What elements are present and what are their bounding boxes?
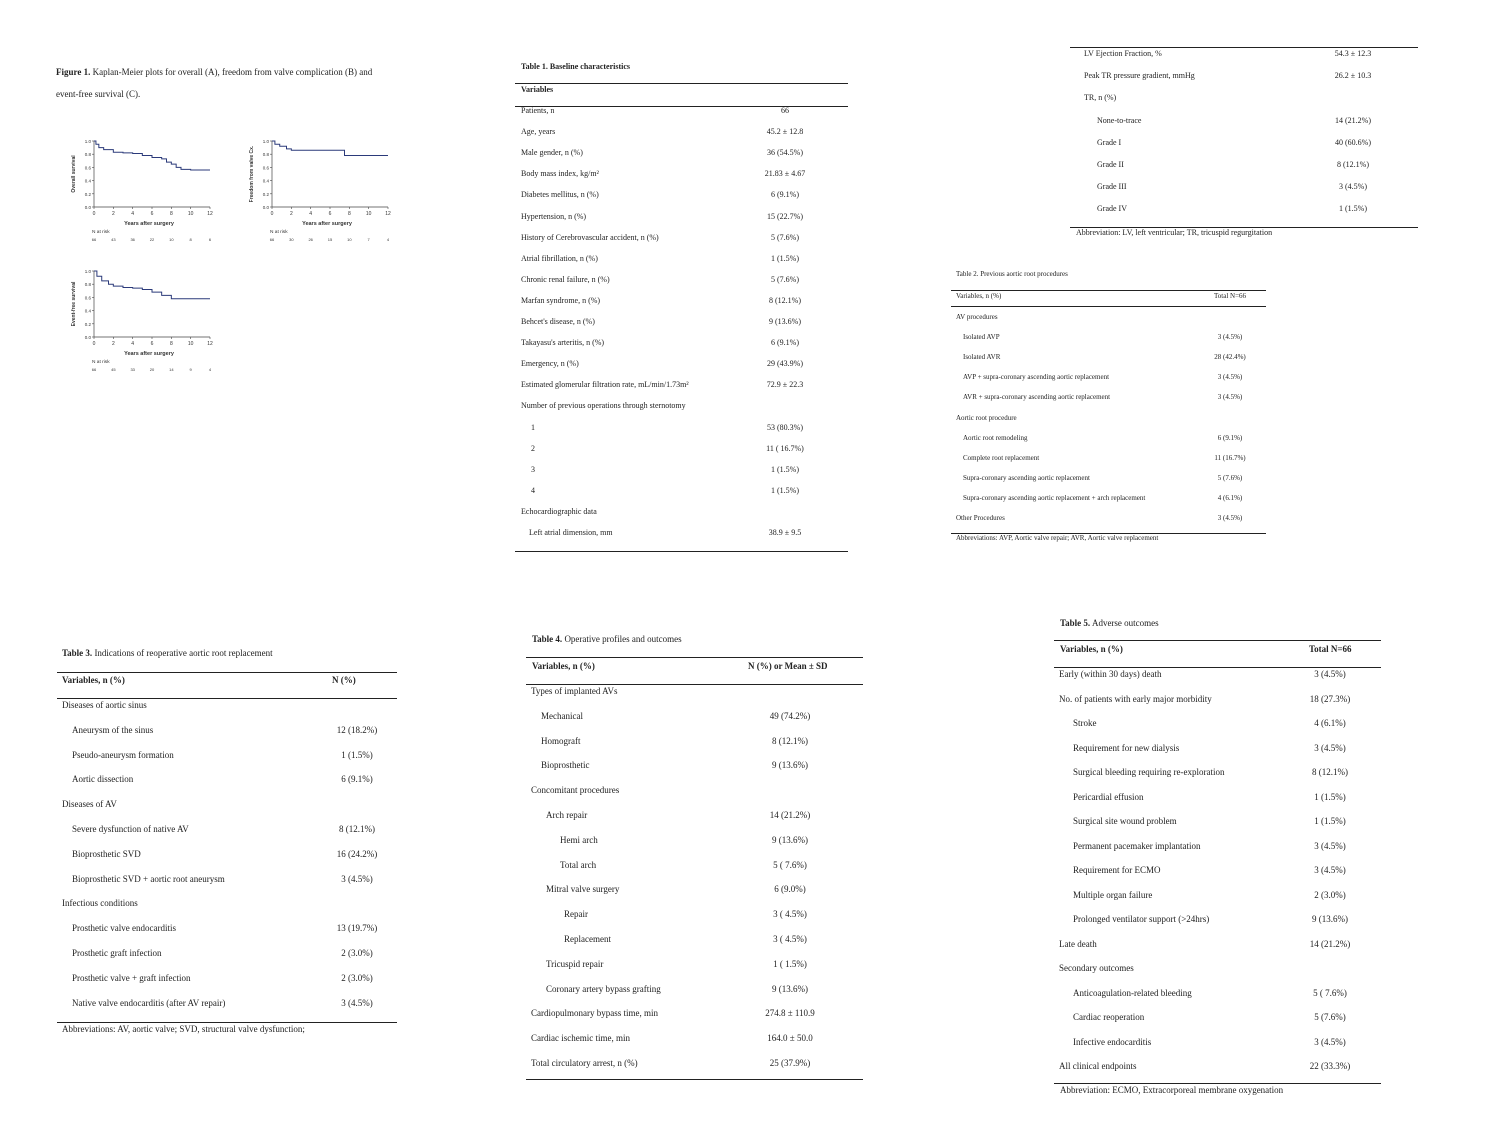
row-value: 5 (7.6%) <box>1314 1012 1346 1022</box>
figure1-caption-line2: event-free survival (C). <box>56 89 141 99</box>
row-value: 45.2 ± 12.8 <box>766 127 804 137</box>
km-plot-valve <box>240 134 400 249</box>
row-label: Atrial fibrillation, n (%) <box>521 253 598 263</box>
row-label: Coronary artery bypass grafting <box>546 983 661 994</box>
row-label: Mechanical <box>541 710 583 721</box>
x-tick-label: 6 <box>150 341 154 347</box>
table3-top-rule <box>57 672 397 673</box>
row-label: Types of implanted AVs <box>531 686 618 696</box>
x-tick-label: 2 <box>111 341 115 347</box>
survival-curve <box>94 271 210 299</box>
table4-bottom-rule <box>526 1079 863 1080</box>
row-label: Bioprosthetic SVD <box>72 848 141 859</box>
row-label: Marfan syndrome, n (%) <box>521 295 601 305</box>
x-tick-label: 10 <box>187 341 194 347</box>
row-label: Diseases of aortic sinus <box>62 700 147 710</box>
table5-footnote: Abbreviation: ECMO, Extracorporeal membrane oxygenation <box>1060 1085 1284 1095</box>
at-risk-value: 9 <box>189 367 192 372</box>
row-value: 5 (7.6%) <box>1217 473 1243 482</box>
x-tick-label: 0 <box>270 211 274 217</box>
row-label: Native valve endocarditis (after AV repair) <box>72 997 226 1008</box>
table1-bottom-rule <box>515 551 848 552</box>
row-value: 18 (27.3%) <box>1309 693 1351 704</box>
table2-top-rule <box>951 290 1266 291</box>
table3-title <box>62 648 273 658</box>
y-tick-label: 0.8 <box>262 152 269 158</box>
row-label: Concomitant procedures <box>531 785 620 796</box>
row-value: 8 (12.1%) <box>339 824 375 834</box>
y-tick-label: 0.2 <box>262 191 269 197</box>
figure1-label: Figure 1. <box>56 67 91 77</box>
row-value: 9 (13.6%) <box>1312 914 1348 924</box>
row-value: 4 (6.1%) <box>1217 493 1243 502</box>
row-label: Total circulatory arrest, n (%) <box>531 1058 638 1068</box>
row-label: No. of patients with early major morbidity <box>1059 693 1212 704</box>
survival-curve <box>272 141 388 156</box>
row-label: Behcet's disease, n (%) <box>521 317 595 326</box>
row-value: 40 (60.6%) <box>1335 137 1371 147</box>
row-label: 4 <box>531 485 535 495</box>
row-value: 3 (4.5%) <box>341 997 373 1008</box>
y-tick-label: 0.4 <box>262 178 269 184</box>
at-risk-value: 43 <box>111 237 116 242</box>
row-label: Requirement for new dialysis <box>1073 742 1180 753</box>
row-value: 3 (4.5%) <box>1217 514 1243 522</box>
x-tick-label: 4 <box>131 211 135 217</box>
table3-header-right: N (%) <box>332 675 356 685</box>
row-label: 2 <box>531 443 535 453</box>
at-risk-value: 30 <box>289 237 294 242</box>
row-value: 9 (13.6%) <box>769 317 801 326</box>
table2-title: Table 2. Previous aortic root procedures <box>956 270 1068 278</box>
km-plot-eventfree <box>62 264 222 379</box>
x-tick-label: 6 <box>150 211 154 217</box>
row-label: Other Procedures <box>956 514 1005 522</box>
row-value: 11 ( 16.7%) <box>766 443 804 453</box>
table4-title-rest: Operative profiles and outcomes <box>562 634 682 644</box>
table5-body <box>1054 662 1381 1080</box>
row-value: 6 (9.1%) <box>1217 433 1243 442</box>
row-value: 1 (1.5%) <box>1339 204 1367 214</box>
x-tick-label: 0 <box>92 211 96 217</box>
row-label: Bioprosthetic SVD + aortic root aneurysm <box>72 873 225 884</box>
row-label: Bioprosthetic <box>541 760 590 771</box>
x-tick-label: 12 <box>385 211 391 217</box>
row-label: Pseudo-aneurysm formation <box>72 749 174 760</box>
row-label: Age, years <box>521 127 556 137</box>
row-label: Diabetes mellitus, n (%) <box>521 190 599 200</box>
x-tick-label: 4 <box>131 341 135 347</box>
row-value: 1 (1.5%) <box>771 253 799 263</box>
at-risk-value: 66 <box>91 237 97 242</box>
row-label: Patients, n <box>521 106 555 115</box>
at-risk-value: 22 <box>149 237 155 242</box>
x-tick-label: 6 <box>328 211 332 217</box>
row-value: 5 (7.6%) <box>771 274 799 284</box>
at-risk-value: 4 <box>208 367 212 372</box>
y-tick-label: 0.4 <box>84 308 91 314</box>
y-tick-label: 0.8 <box>84 282 91 288</box>
y-tick-label: 0.0 <box>262 205 269 210</box>
y-tick-label: 0.6 <box>84 165 91 171</box>
at-risk-value: 6 <box>208 237 212 242</box>
row-label: Peak TR pressure gradient, mmHg <box>1084 71 1195 81</box>
row-label: LV Ejection Fraction, % <box>1084 49 1162 58</box>
table3-title-bold: Table 3. <box>62 648 93 658</box>
row-value: 1 (1.5%) <box>1314 791 1346 802</box>
row-label: Prosthetic graft infection <box>72 948 162 958</box>
row-value: 8 (12.1%) <box>769 295 801 305</box>
table1-top-rule <box>515 83 848 84</box>
row-label: Body mass index, kg/m² <box>521 169 599 179</box>
row-label: Aortic root remodeling <box>963 433 1028 442</box>
row-label: Surgical bleeding requiring re-exploration <box>1073 767 1225 777</box>
x-axis-label: Years after surgery <box>124 351 174 357</box>
row-label: Infectious conditions <box>62 898 138 909</box>
row-value: 8 (12.1%) <box>1312 767 1348 777</box>
y-tick-label: 1.0 <box>262 139 269 144</box>
row-value: 36 (54.5%) <box>767 148 803 158</box>
row-value: 2 (3.0%) <box>1314 889 1346 900</box>
km-plot-overall <box>62 134 222 249</box>
row-label: Early (within 30 days) death <box>1059 669 1162 679</box>
row-label: Grade I <box>1097 137 1122 147</box>
x-tick-label: 2 <box>111 211 115 217</box>
at-risk-label: N at risk <box>92 360 110 365</box>
row-value: 3 ( 4.5%) <box>773 909 807 920</box>
row-label: Supra-coronary ascending aortic replacement <box>963 473 1090 482</box>
row-label: Mitral valve surgery <box>546 884 620 895</box>
row-label: Prolonged ventilator support (>24hrs) <box>1073 914 1210 924</box>
row-value: 9 (13.6%) <box>772 760 808 771</box>
row-value: 49 (74.2%) <box>769 710 811 721</box>
table3-footnote: Abbreviations: AV, aortic valve; SVD, structural valve dysfunction; <box>62 1024 305 1034</box>
row-label: Grade III <box>1097 182 1127 192</box>
row-value: 1 (1.5%) <box>771 464 799 474</box>
row-label: Left atrial dimension, mm <box>529 528 613 537</box>
row-label: Hypertension, n (%) <box>521 211 587 221</box>
row-value: 15 (22.7%) <box>767 211 803 221</box>
row-value: 2 (3.0%) <box>341 972 373 983</box>
x-axis-label: Years after surgery <box>302 221 352 227</box>
row-value: 3 (4.5%) <box>1339 182 1367 192</box>
y-tick-label: 1.0 <box>84 269 91 274</box>
row-value: 16 (24.2%) <box>336 848 378 859</box>
x-tick-label: 8 <box>347 211 351 217</box>
table5-header-left: Variables, n (%) <box>1060 644 1123 654</box>
at-risk-value: 8 <box>189 237 192 242</box>
x-tick-label: 12 <box>207 211 213 217</box>
row-value: 6 (9.1%) <box>771 190 799 200</box>
at-risk-value: 10 <box>169 237 174 242</box>
y-tick-label: 0.8 <box>84 152 91 158</box>
row-value: 6 (9.0%) <box>774 884 806 895</box>
table4-title-bold: Table 4. <box>532 634 563 644</box>
x-axis-label: Years after surgery <box>124 221 174 227</box>
row-label: Requirement for ECMO <box>1073 865 1161 875</box>
row-label: AVP + supra-coronary ascending aortic replacement <box>963 373 1110 382</box>
at-risk-value: 10 <box>347 237 352 242</box>
x-tick-label: 12 <box>207 341 213 347</box>
row-label: Repair <box>564 909 588 920</box>
row-value: 28 (42.4%) <box>1214 353 1246 362</box>
table1-header: Variables <box>521 85 554 94</box>
y-tick-label: 0.6 <box>262 165 269 171</box>
row-value: 1 (1.5%) <box>341 749 373 760</box>
row-value: 8 (12.1%) <box>772 735 808 746</box>
row-label: AVR + supra-coronary ascending aortic replacement <box>963 393 1111 402</box>
row-value: 66 <box>781 106 789 115</box>
at-risk-value: 15 <box>327 237 333 242</box>
row-label: Takayasu's arteritis, n (%) <box>521 338 605 348</box>
table1-footnote: Abbreviation: LV, left ventricular; TR, tricuspid regurgitation <box>1076 228 1273 237</box>
row-label: Multiple organ failure <box>1073 889 1153 900</box>
row-label: Diseases of AV <box>62 799 117 810</box>
row-value: 12 (18.2%) <box>336 724 378 735</box>
row-value: 3 ( 4.5%) <box>773 934 807 944</box>
row-label: Emergency, n (%) <box>521 359 579 369</box>
row-value: 9 (13.6%) <box>772 834 808 845</box>
row-label: Isolated AVR <box>963 353 1001 362</box>
x-tick-label: 4 <box>309 211 313 217</box>
row-value: 29 (43.9%) <box>767 359 803 369</box>
row-label: Secondary outcomes <box>1059 963 1134 973</box>
x-tick-label: 8 <box>169 211 173 217</box>
row-value: 3 (4.5%) <box>1217 393 1243 402</box>
at-risk-value: 66 <box>269 237 275 242</box>
row-label: Estimated glomerular filtration rate, mL/min/1.73m² <box>521 380 689 390</box>
row-value: 274.8 ± 110.9 <box>765 1008 815 1019</box>
row-value: 14 (21.2%) <box>1335 115 1371 125</box>
row-label: Prosthetic valve + graft infection <box>72 972 191 983</box>
row-value: 3 (4.5%) <box>1217 333 1243 342</box>
row-label: Permanent pacemaker implantation <box>1073 840 1201 851</box>
y-tick-label: 1.0 <box>84 139 91 144</box>
figure1-caption <box>56 61 410 105</box>
y-tick-label: 0.2 <box>84 321 91 327</box>
table4-title <box>532 634 682 644</box>
row-label: History of Cerebrovascular accident, n (%) <box>521 232 659 242</box>
row-value: 3 (4.5%) <box>1314 1036 1346 1047</box>
table4-top-rule <box>526 657 863 658</box>
row-value: 2 (3.0%) <box>341 948 373 958</box>
table1-title: Table 1. Baseline characteristics <box>521 62 631 71</box>
row-label: Aneurysm of the sinus <box>72 724 154 735</box>
row-label: TR, n (%) <box>1084 93 1117 103</box>
x-tick-label: 2 <box>289 211 293 217</box>
table4-header-left: Variables, n (%) <box>532 661 595 671</box>
table3-header-left: Variables, n (%) <box>62 675 125 685</box>
at-risk-label: N at risk <box>270 230 288 235</box>
row-label: Anticoagulation-related bleeding <box>1073 987 1192 998</box>
row-label: Isolated AVP <box>963 333 1000 342</box>
row-label: All clinical endpoints <box>1059 1061 1137 1071</box>
survival-curve <box>94 141 210 170</box>
row-label: Tricuspid repair <box>546 958 604 969</box>
row-value: 38.9 ± 9.5 <box>768 528 802 537</box>
row-label: Hemi arch <box>560 834 598 845</box>
row-value: 5 ( 7.6%) <box>773 859 807 870</box>
row-label: 3 <box>531 464 535 474</box>
table2-body <box>951 307 1266 529</box>
row-label: Grade II <box>1097 160 1124 169</box>
row-label: Male gender, n (%) <box>521 148 583 158</box>
table1-body <box>515 106 848 552</box>
row-label: Total arch <box>560 859 597 870</box>
row-label: 1 <box>531 422 535 432</box>
table5-title <box>1060 618 1159 628</box>
at-risk-value: 45 <box>111 367 116 372</box>
row-value: 1 (1.5%) <box>1314 816 1346 826</box>
row-label: Aortic dissection <box>72 774 134 785</box>
y-axis-label: Overall survival <box>71 155 77 193</box>
x-tick-label: 0 <box>92 341 96 347</box>
row-value: 5 (7.6%) <box>771 232 799 242</box>
y-tick-label: 0.0 <box>84 205 91 210</box>
table3-bottom-rule <box>57 1022 397 1023</box>
row-label: Stroke <box>1073 718 1097 728</box>
row-value: 3 (4.5%) <box>1314 865 1346 875</box>
row-value: 3 (4.5%) <box>1314 742 1346 753</box>
x-tick-label: 10 <box>187 211 194 217</box>
table5-title-rest: Adverse outcomes <box>1090 618 1159 628</box>
y-tick-label: 0.0 <box>84 335 91 340</box>
row-label: Cardiac ischemic time, min <box>531 1033 630 1044</box>
row-value: 14 (21.2%) <box>1309 938 1351 949</box>
at-risk-value: 33 <box>130 367 135 372</box>
x-tick-label: 10 <box>365 211 372 217</box>
row-value: 3 (4.5%) <box>1217 373 1243 382</box>
at-risk-value: 36 <box>130 237 135 242</box>
at-risk-value: 7 <box>367 237 370 242</box>
row-label: Infective endocarditis <box>1073 1036 1152 1047</box>
row-label: Number of previous operations through sternotomy <box>521 401 686 411</box>
row-value: 53 (80.3%) <box>767 422 803 432</box>
at-risk-value: 4 <box>386 237 390 242</box>
row-label: Prosthetic valve endocarditis <box>72 923 176 934</box>
row-value: 72.9 ± 22.3 <box>766 380 804 390</box>
row-label: Cardiopulmonary bypass time, min <box>531 1008 658 1019</box>
at-risk-label: N at risk <box>92 230 110 235</box>
y-tick-label: 0.2 <box>84 191 91 197</box>
figure1-caption-line1: Kaplan-Meier plots for overall (A), freedom from valve complication (B) and <box>92 67 373 77</box>
y-axis-label: Event-free survival <box>71 281 77 327</box>
row-value: 3 (4.5%) <box>341 873 373 884</box>
table2-header-right: Total N=66 <box>1214 292 1247 300</box>
row-label: Echocardiographic data <box>521 506 597 516</box>
row-label: None-to-trace <box>1097 115 1142 125</box>
table2-footnote: Abbreviations: AVP, Aortic valve repair; AVR, Aortic valve replacement <box>956 534 1159 542</box>
table4-body <box>526 679 863 1075</box>
row-value: 25 (37.9%) <box>769 1058 811 1068</box>
row-label: Aortic root procedure <box>956 413 1017 422</box>
table3-title-rest: Indications of reoperative aortic root replacement <box>92 648 273 658</box>
row-value: 164.0 ± 50.0 <box>767 1033 813 1044</box>
table2-header-left: Variables, n (%) <box>956 292 1002 300</box>
at-risk-value: 14 <box>169 367 174 372</box>
row-value: 13 (19.7%) <box>336 923 378 934</box>
table5-top-rule <box>1054 640 1381 641</box>
row-value: 8 (12.1%) <box>1337 160 1369 169</box>
table4-header-right: N (%) or Mean ± SD <box>748 661 828 671</box>
row-label: Grade IV <box>1097 204 1127 214</box>
table5-header-right: Total N=66 <box>1309 644 1352 654</box>
row-value: 9 (13.6%) <box>772 983 808 994</box>
row-label: Late death <box>1059 938 1097 949</box>
row-value: 4 (6.1%) <box>1314 718 1346 728</box>
row-label: Pericardial effusion <box>1073 791 1144 802</box>
row-value: 11 (16.7%) <box>1214 453 1246 462</box>
at-risk-value: 20 <box>149 367 155 372</box>
row-value: 1 (1.5%) <box>771 485 799 495</box>
row-value: 6 (9.1%) <box>771 338 799 348</box>
row-value: 3 (4.5%) <box>1314 669 1346 679</box>
row-value: 26.2 ± 10.3 <box>1334 71 1372 81</box>
row-value: 22 (33.3%) <box>1309 1061 1351 1071</box>
row-label: AV procedures <box>956 313 998 321</box>
row-value: 21.83 ± 4.67 <box>764 169 806 179</box>
row-label: Surgical site wound problem <box>1073 816 1177 826</box>
row-label: Chronic renal failure, n (%) <box>521 274 610 284</box>
x-tick-label: 8 <box>169 341 173 347</box>
row-value: 1 ( 1.5%) <box>773 958 807 969</box>
row-label: Arch repair <box>546 810 588 820</box>
table5-title-bold: Table 5. <box>1060 618 1091 628</box>
row-label: Homograft <box>541 735 581 746</box>
table1-cont-body <box>1070 43 1418 223</box>
at-risk-value: 26 <box>308 237 313 242</box>
row-value: 5 ( 7.6%) <box>1313 987 1347 998</box>
y-tick-label: 0.4 <box>84 178 91 184</box>
row-value: 3 (4.5%) <box>1314 840 1346 851</box>
row-label: Replacement <box>564 934 611 944</box>
row-label: Supra-coronary ascending aortic replacement + arch replacement <box>963 493 1146 502</box>
at-risk-value: 66 <box>91 367 97 372</box>
row-value: 14 (21.2%) <box>769 810 811 820</box>
row-label: Severe dysfunction of native AV <box>72 824 189 834</box>
row-value: 6 (9.1%) <box>341 774 373 785</box>
row-label: Cardiac reoperation <box>1073 1012 1145 1022</box>
table3-body <box>57 693 397 1017</box>
table5-bottom-rule <box>1054 1083 1381 1084</box>
y-tick-label: 0.6 <box>84 295 91 301</box>
row-value: 54.3 ± 12.3 <box>1334 49 1372 58</box>
y-axis-label: Freedom from valve Cx. <box>249 145 255 203</box>
row-label: Complete root replacement <box>963 453 1040 462</box>
